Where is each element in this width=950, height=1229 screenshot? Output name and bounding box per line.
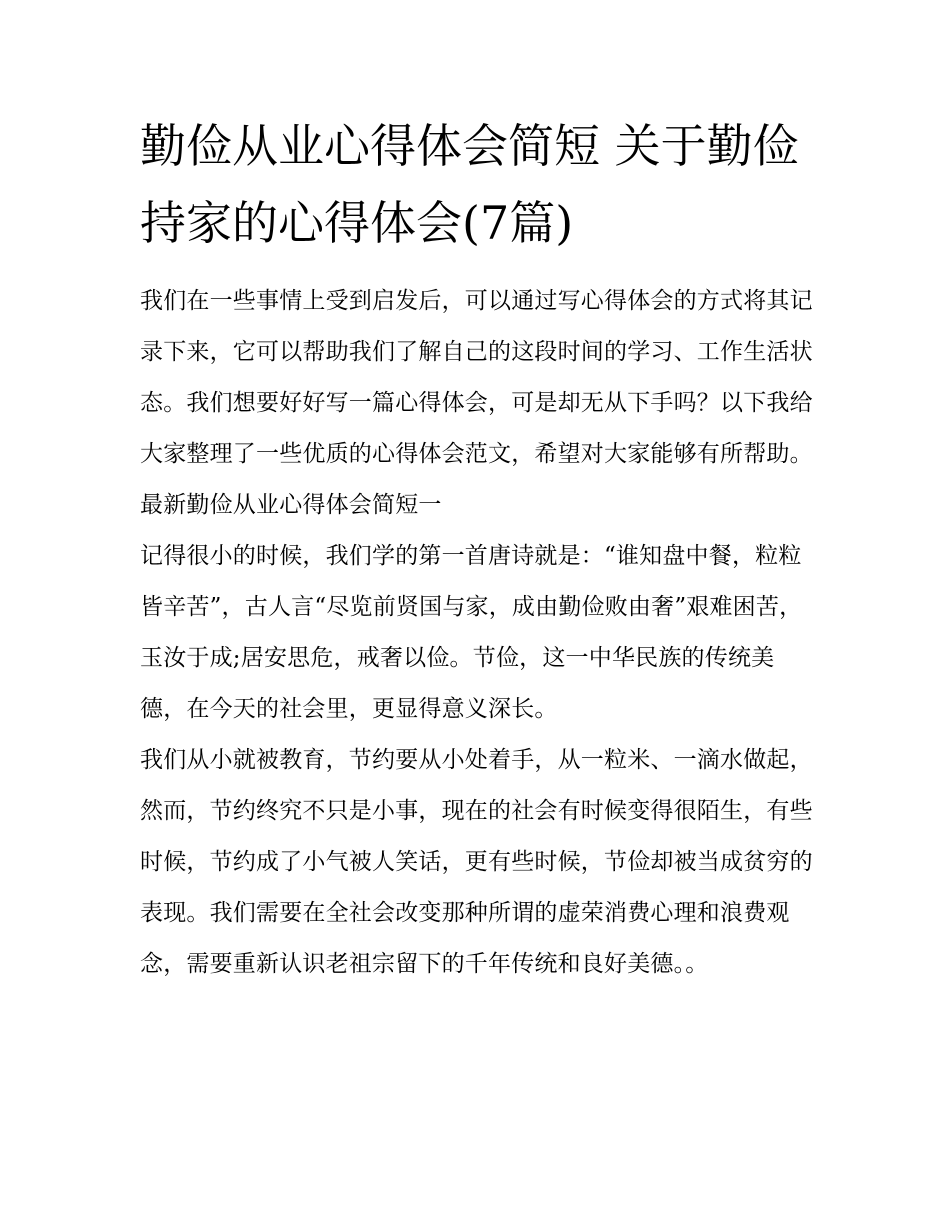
intro-paragraph: 我们在一些事情上受到启发后，可以通过写心得体会的方式将其记录下来，它可以帮助我们了解自己的这段时间的学习、工作生活状态。我们想要好好写一篇心得体会，可是却无从下手吗？以下我给大家整理了一些优质的心得体会范文，希望对大家能够有所帮助。: [140, 288, 813, 467]
body-paragraph: 我们从小就被教育，节约要从小处着手，从一粒米、一滴水做起，然而，节约终究不只是小事，现在的社会有时候变得很陌生，有些时候，节约成了小气被人笑话，更有些时候，节俭却被当成贫穷的表现。我们需要在全社会改变那种所谓的虚荣消费心理和浪费观念，需要重新认识老祖宗留下的千年传统和良好美德。。: [140, 747, 813, 977]
document-title: 勤俭从业心得体会简短 关于勤俭持家的心得体会(7篇): [140, 119, 799, 250]
document-body: [140, 108, 818, 990]
body-paragraph: 记得很小的时候，我们学的第一首唐诗就是：“谁知盘中餐，粒粒皆辛苦”，古人言“尽览前贤国与家，成由勤俭败由奢”艰难困苦，玉汝于成;居安思危，戒奢以俭。节俭，这一中华民族的传统美德，在今天的社会里，更显得意义深长。: [140, 543, 803, 722]
section-heading: 最新勤俭从业心得体会简短一: [140, 492, 442, 518]
